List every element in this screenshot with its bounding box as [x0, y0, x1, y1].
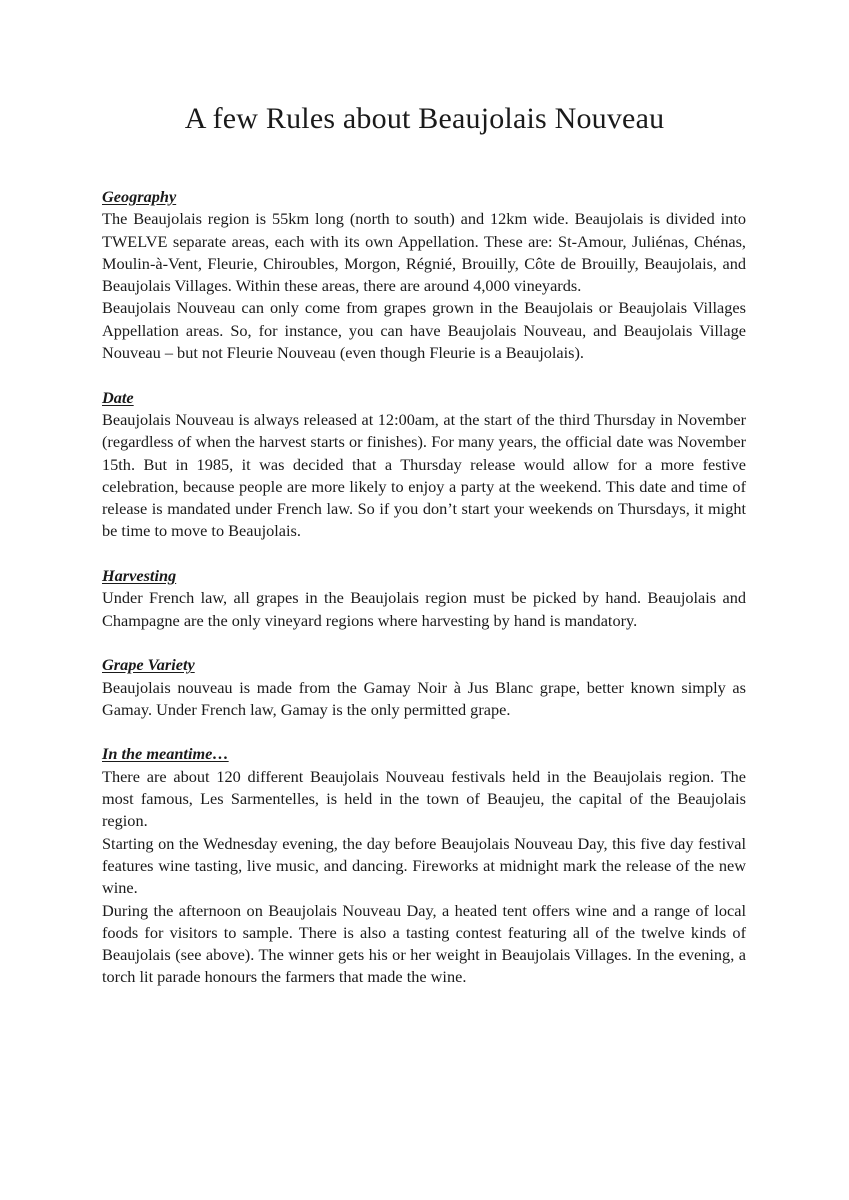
paragraph: During the afternoon on Beaujolais Nouveau Day, a heated tent offers wine and a range of local foods for visitors to sample. There is also a tasting contest featuring all of the twelve kinds of Beaujolais (see above). The winner gets his or her weight in Beaujolais Villages. In the evening, a torch lit parade honours the farmers that made the wine.: [102, 900, 746, 987]
paragraph: Starting on the Wednesday evening, the day before Beaujolais Nouveau Day, this five day festival features wine tasting, live music, and dancing. Fireworks at midnight mark the release of the new wine.: [102, 833, 746, 898]
paragraph: The Beaujolais region is 55km long (north to south) and 12km wide. Beaujolais is divided into TWELVE separate areas, each with its own Appellation. These are: St-Amour, Juliénas, Chénas, Moulin-à-Vent, Fleurie, Chiroubles, Morgon, Régnié, Brouilly, Côte de Brouilly, Beaujolais, and Beaujolais Villages. Within these areas, there are around 4,000 vineyards.: [102, 209, 746, 296]
paragraph: Beaujolais Nouveau is always released at 12:00am, at the start of the third Thursday in November (regardless of when the harvest starts or finishes). For many years, the official date was November 15th. But in 1985, it was decided that a Thursday release would allow for a more festive celebration, because people are more likely to enjoy a party at the weekend. This date and time of release is mandated under French law. So if you don’t start your weekends on Thursdays, it might be time to move to Beaujolais.: [102, 409, 746, 541]
paragraph: Beaujolais nouveau is made from the Gamay Noir à Jus Blanc grape, better known simply as Gamay. Under French law, Gamay is the only permitted grape.: [102, 677, 746, 719]
paragraph: There are about 120 different Beaujolais Nouveau festivals held in the Beaujolais region. The most famous, Les Sarmentelles, is held in the town of Beaujeu, the capital of the Beaujolais region.: [102, 766, 746, 831]
section-heading: In the meantime…: [102, 744, 229, 764]
paragraph: Beaujolais Nouveau can only come from grapes grown in the Beaujolais or Beaujolais Villages Appellation areas. So, for instance, you can have Beaujolais Nouveau, and Beaujolais Village Nouveau – but not Fleurie Nouveau (even though Fleurie is a Beaujolais).: [102, 298, 746, 363]
section-geography: [102, 186, 746, 364]
section-heading: Grape Variety: [102, 655, 195, 675]
paragraph: Under French law, all grapes in the Beaujolais region must be picked by hand. Beaujolais and Champagne are the only vineyard regions where harvesting by hand is mandatory.: [102, 588, 746, 630]
section-harvesting: [102, 565, 746, 632]
section-heading: Geography: [102, 187, 177, 206]
section-grape-variety: [102, 654, 746, 721]
section-heading: Harvesting: [102, 566, 177, 586]
section-date: [102, 387, 746, 543]
page-title: A few Rules about Beaujolais Nouveau: [184, 102, 665, 135]
section-in-the-meantime: [102, 743, 746, 988]
section-heading: Date: [102, 387, 134, 407]
document-body: [102, 186, 746, 1011]
